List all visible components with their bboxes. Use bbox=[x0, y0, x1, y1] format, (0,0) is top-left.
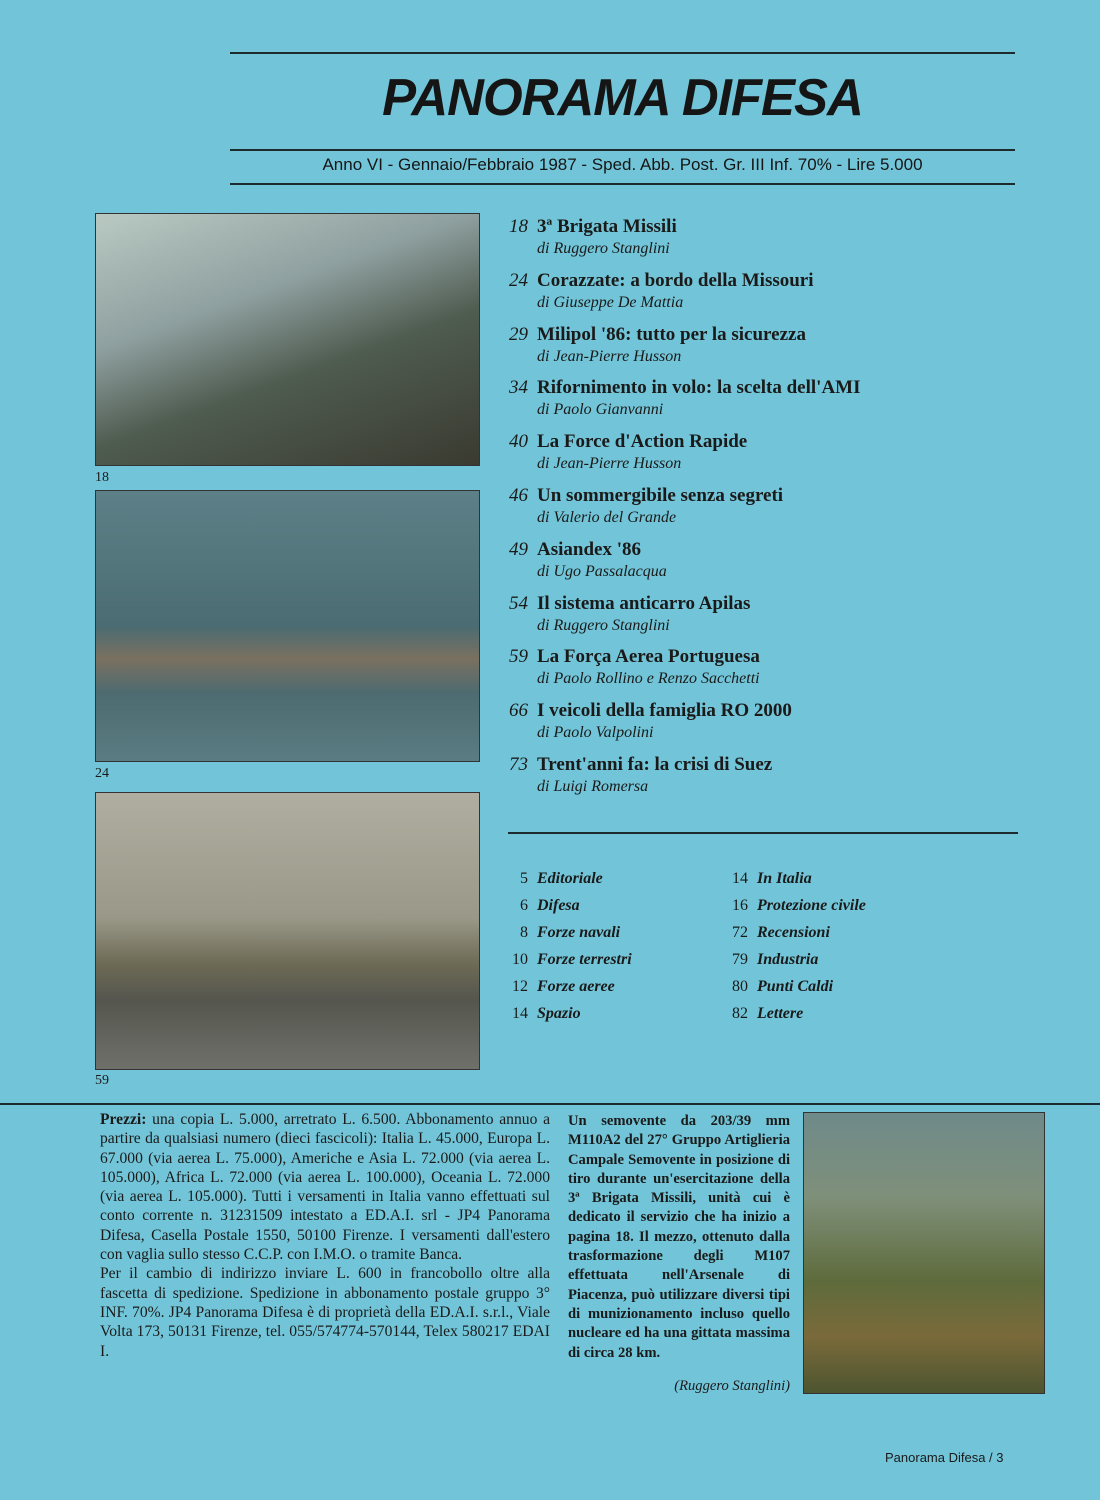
photo-missile bbox=[95, 213, 480, 466]
section-page: 14 bbox=[512, 1005, 528, 1022]
toc-title: 3ª Brigata Missili bbox=[537, 216, 677, 237]
toc-page: 18 bbox=[509, 216, 528, 237]
bottom-rule bbox=[0, 1103, 1100, 1105]
section-page: 5 bbox=[520, 870, 528, 887]
toc-page: 46 bbox=[509, 484, 528, 506]
section-title: Lettere bbox=[757, 1005, 804, 1022]
top-rule bbox=[230, 52, 1015, 54]
rubriche-left bbox=[500, 870, 700, 1032]
toc-page: 73 bbox=[509, 753, 528, 775]
toc-entry bbox=[500, 754, 1040, 808]
toc-author: di Valerio del Grande bbox=[537, 508, 677, 526]
section-page: 16 bbox=[732, 897, 748, 914]
toc-entry bbox=[500, 324, 1040, 378]
photo-label: 59 bbox=[95, 1073, 109, 1088]
prices-text bbox=[100, 1110, 550, 1361]
section-entry bbox=[720, 978, 940, 1005]
toc-entry bbox=[500, 485, 1040, 539]
prices-body: una copia L. 5.000, arretrato L. 6.500. Abbonamento annuo a partire da qualsiasi numero (dieci fascicoli): Italia L. 45.000, Europa L. 67.000 (via aerea L. 75.000), Americhe e Asia L. 72.000 (via aerea L. 105.000), Africa L. 72.000 (via aerea L. 100.000), Oceania L. 72.000 (via aerea L. 105.000). Tutti i versamenti in Italia vanno effettuati sul conto corrente n. 31231509 intestato a ED.A.I. srl - JP4 Panorama Difesa, Casella Postale 1550, 50100 Firenze. I versamenti dall'estero con vaglia sullo stesso C.C.P. con I.M.O. o tramite Banca. bbox=[100, 1111, 550, 1264]
caption-author: (Ruggero Stanglini) bbox=[674, 1378, 790, 1394]
toc-page: 24 bbox=[509, 269, 528, 291]
toc-entry bbox=[500, 646, 1040, 700]
rubriche-right bbox=[720, 870, 940, 1032]
toc-title: Milipol '86: tutto per la sicurezza bbox=[537, 323, 806, 345]
prices-label: Prezzi: bbox=[100, 1111, 147, 1128]
toc-author: di Ugo Passalacqua bbox=[537, 562, 667, 580]
toc-entry bbox=[500, 270, 1040, 324]
toc-entry bbox=[500, 539, 1040, 593]
page-footer: Panorama Difesa / 3 bbox=[885, 1450, 1004, 1465]
toc-page: 59 bbox=[509, 646, 528, 668]
toc-author: di Paolo Rollino e Renzo Sacchetti bbox=[537, 670, 760, 688]
photo-label: 18 bbox=[95, 470, 109, 485]
toc-author: di Paolo Valpolini bbox=[537, 724, 654, 742]
toc-entry bbox=[500, 216, 1040, 270]
section-title: Punti Caldi bbox=[757, 978, 834, 995]
section-page: 80 bbox=[732, 978, 748, 995]
section-title: Forze navali bbox=[537, 924, 621, 941]
section-entry bbox=[500, 924, 700, 951]
toc-title: Un sommergibile senza segreti bbox=[537, 484, 784, 506]
toc-title: Corazzate: a bordo della Missouri bbox=[537, 269, 814, 291]
photo-battleship bbox=[95, 490, 480, 762]
toc-title: La Força Aerea Portuguesa bbox=[537, 646, 760, 668]
photo-label: 24 bbox=[95, 766, 109, 781]
toc-title: Il sistema anticarro Apilas bbox=[537, 592, 751, 614]
toc-page: 34 bbox=[509, 377, 528, 399]
section-page: 72 bbox=[732, 924, 748, 941]
toc-author: di Jean-Pierre Husson bbox=[537, 455, 682, 473]
photo-jet bbox=[95, 792, 480, 1070]
masthead-subtitle: Anno VI - Gennaio/Febbraio 1987 - Sped. Abb. Post. Gr. III Inf. 70% - Lire 5.000 bbox=[322, 155, 923, 174]
section-entry bbox=[500, 870, 700, 897]
toc-author: di Luigi Romersa bbox=[537, 777, 649, 795]
toc-page: 49 bbox=[509, 538, 528, 560]
rule bbox=[230, 149, 1015, 151]
section-page: 6 bbox=[520, 897, 528, 914]
toc-author: di Ruggero Stanglini bbox=[537, 616, 670, 634]
masthead-title: PANORAMA DIFESA bbox=[382, 69, 863, 127]
section-title: In Italia bbox=[757, 870, 812, 887]
section-entry bbox=[720, 951, 940, 978]
section-entry bbox=[720, 1005, 940, 1032]
toc-author: di Jean-Pierre Husson bbox=[537, 347, 682, 365]
toc-entry bbox=[500, 377, 1040, 431]
section-title: Recensioni bbox=[757, 924, 830, 941]
toc-title: I veicoli della famiglia RO 2000 bbox=[537, 700, 792, 722]
section-entry bbox=[500, 897, 700, 924]
section-title: Forze terrestri bbox=[537, 951, 632, 968]
section-entry bbox=[720, 924, 940, 951]
section-page: 10 bbox=[512, 951, 528, 968]
section-entry bbox=[720, 897, 940, 924]
toc-author: di Paolo Gianvanni bbox=[537, 401, 664, 419]
section-page: 12 bbox=[512, 978, 528, 995]
toc-entry bbox=[500, 593, 1040, 647]
prices-body-2: Per il cambio di indirizzo inviare L. 600 in francobollo oltre alla fascetta di spedizione. Spedizione in abbonamento postale gruppo 3° INF. 70%. JP4 Panorama Difesa è di proprietà della ED.A.I. s.r.l., Viale Volta 173, 50131 Firenze, tel. 055/574774-570144, Telex 580217 EDAI I. bbox=[100, 1265, 550, 1360]
toc-title: La Force d'Action Rapide bbox=[537, 431, 748, 453]
cover-caption: Un semovente da 203/39 mm M110A2 del 27° Gruppo Artiglieria Campale Semovente in posizione di tiro durante un'esercitazione della 3ª Brigata Missili, unità cui è dedicato il servizio che ha inizio a pagina 18. Il mezzo, ottenuto dalla trasformazione degli M107 effettuata nell'Arsenale di Piacenza, può utilizzare diversi tipi di munizionamento incluso quello nucleare ed ha una gittata massima di circa 28 km. bbox=[568, 1113, 790, 1361]
rule bbox=[230, 183, 1015, 185]
toc-page: 40 bbox=[509, 431, 528, 453]
section-page: 14 bbox=[732, 870, 748, 887]
rule bbox=[508, 832, 1018, 834]
section-page: 8 bbox=[520, 924, 528, 941]
toc-title: Rifornimento in volo: la scelta dell'AMI bbox=[537, 377, 861, 399]
section-entry bbox=[720, 870, 940, 897]
section-entry bbox=[500, 951, 700, 978]
section-title: Editoriale bbox=[537, 870, 603, 887]
section-title: Industria bbox=[757, 951, 819, 968]
toc-page: 29 bbox=[509, 323, 528, 345]
section-title: Difesa bbox=[537, 897, 580, 914]
toc-entry bbox=[500, 431, 1040, 485]
section-title: Spazio bbox=[537, 1005, 581, 1022]
toc-page: 54 bbox=[509, 592, 528, 614]
toc-entry bbox=[500, 700, 1040, 754]
toc-title: Trent'anni fa: la crisi di Suez bbox=[537, 753, 773, 775]
toc-title: Asiandex '86 bbox=[537, 538, 641, 560]
toc-page: 66 bbox=[509, 700, 528, 722]
section-title: Forze aeree bbox=[537, 978, 615, 995]
toc-author: di Ruggero Stanglini bbox=[537, 240, 670, 257]
toc-author: di Giuseppe De Mattia bbox=[537, 293, 684, 311]
photo-cover-artillery bbox=[803, 1112, 1045, 1394]
table-of-contents bbox=[500, 216, 1040, 808]
section-entry bbox=[500, 1005, 700, 1032]
section-page: 79 bbox=[732, 951, 748, 968]
section-page: 82 bbox=[732, 1005, 748, 1022]
section-entry bbox=[500, 978, 700, 1005]
section-title: Protezione civile bbox=[757, 897, 866, 914]
